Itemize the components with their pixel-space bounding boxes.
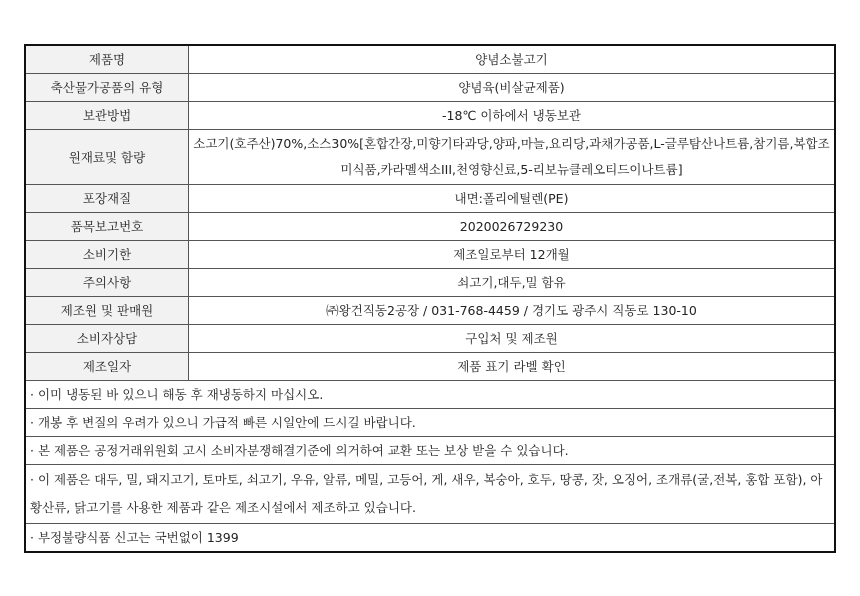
row-label-product-type: 축산물가공품의 유형: [26, 74, 189, 102]
table-row: [26, 213, 834, 241]
row-label-manufacturer: 제조원 및 판매원: [26, 297, 189, 325]
row-label-consumer-contact: 소비자상담: [26, 325, 189, 353]
row-value-report-number: 2020026729230: [189, 213, 835, 241]
product-info-sheet: [24, 44, 836, 553]
table-row: [26, 46, 834, 74]
row-value-storage: -18℃ 이하에서 냉동보관: [189, 102, 835, 130]
row-value-manufacturer: ㈜왕건직동2공장 / 031-768-4459 / 경기도 광주시 직동로 130-10: [189, 297, 835, 325]
row-value-ingredients: 소고기(호주산)70%,소스30%[혼합간장,미향기타과당,양파,마늘,요리당,과채가공품,L-글루탐산나트륨,참기름,복합조미식품,카라멜색소III,천영향신료,5-리보뉴클레오티드이나트륨]: [189, 130, 835, 185]
row-value-consumer-contact: 구입처 및 제조원: [189, 325, 835, 353]
row-label-storage: 보관방법: [26, 102, 189, 130]
row-value-caution: 쇠고기,대두,밀 함유: [189, 269, 835, 297]
note-report-hotline: · 부정불량식품 신고는 국번없이 1399: [26, 524, 834, 552]
note-row: [26, 465, 834, 524]
table-row: [26, 325, 834, 353]
row-label-expiry: 소비기한: [26, 241, 189, 269]
table-row: [26, 269, 834, 297]
table-row: [26, 185, 834, 213]
row-label-ingredients: 원재료및 함량: [26, 130, 189, 185]
row-label-packaging: 포장재질: [26, 185, 189, 213]
note-exchange: · 본 제품은 공정거래위원회 고시 소비자분쟁해결기준에 의거하여 교환 또는 보상 받을 수 있습니다.: [26, 437, 834, 465]
row-value-product-type: 양념육(비살균제품): [189, 74, 835, 102]
table-row: [26, 130, 834, 185]
table-row: [26, 297, 834, 325]
product-info-table: [26, 46, 834, 551]
row-value-expiry: 제조일로부터 12개월: [189, 241, 835, 269]
table-row: [26, 102, 834, 130]
row-label-caution: 주의사항: [26, 269, 189, 297]
row-label-product-name: 제품명: [26, 46, 189, 74]
row-value-packaging: 내면:폴리에틸렌(PE): [189, 185, 835, 213]
note-allergen-facility: · 이 제품은 대두, 밀, 돼지고기, 토마토, 쇠고기, 우유, 알류, 메밀, 고등어, 게, 새우, 복숭아, 호두, 땅콩, 잣, 오징어, 조개류(굴,전복, 홍합 포함), 아황산류, 닭고기를 사용한 제품과 같은 제조시설에서 제조하고 있습니다.: [26, 465, 834, 524]
row-value-product-name: 양념소불고기: [189, 46, 835, 74]
note-row: [26, 524, 834, 552]
note-consume-soon: · 개봉 후 변질의 우려가 있으니 가급적 빠른 시일안에 드시길 바랍니다.: [26, 409, 834, 437]
note-refreeze: · 이미 냉동된 바 있으니 해동 후 재냉동하지 마십시오.: [26, 381, 834, 409]
table-row: [26, 353, 834, 381]
row-label-report-number: 품목보고번호: [26, 213, 189, 241]
table-row: [26, 241, 834, 269]
row-label-manufacture-date: 제조일자: [26, 353, 189, 381]
note-row: [26, 409, 834, 437]
note-row: [26, 381, 834, 409]
note-row: [26, 437, 834, 465]
row-value-manufacture-date: 제품 표기 라벨 확인: [189, 353, 835, 381]
table-row: [26, 74, 834, 102]
